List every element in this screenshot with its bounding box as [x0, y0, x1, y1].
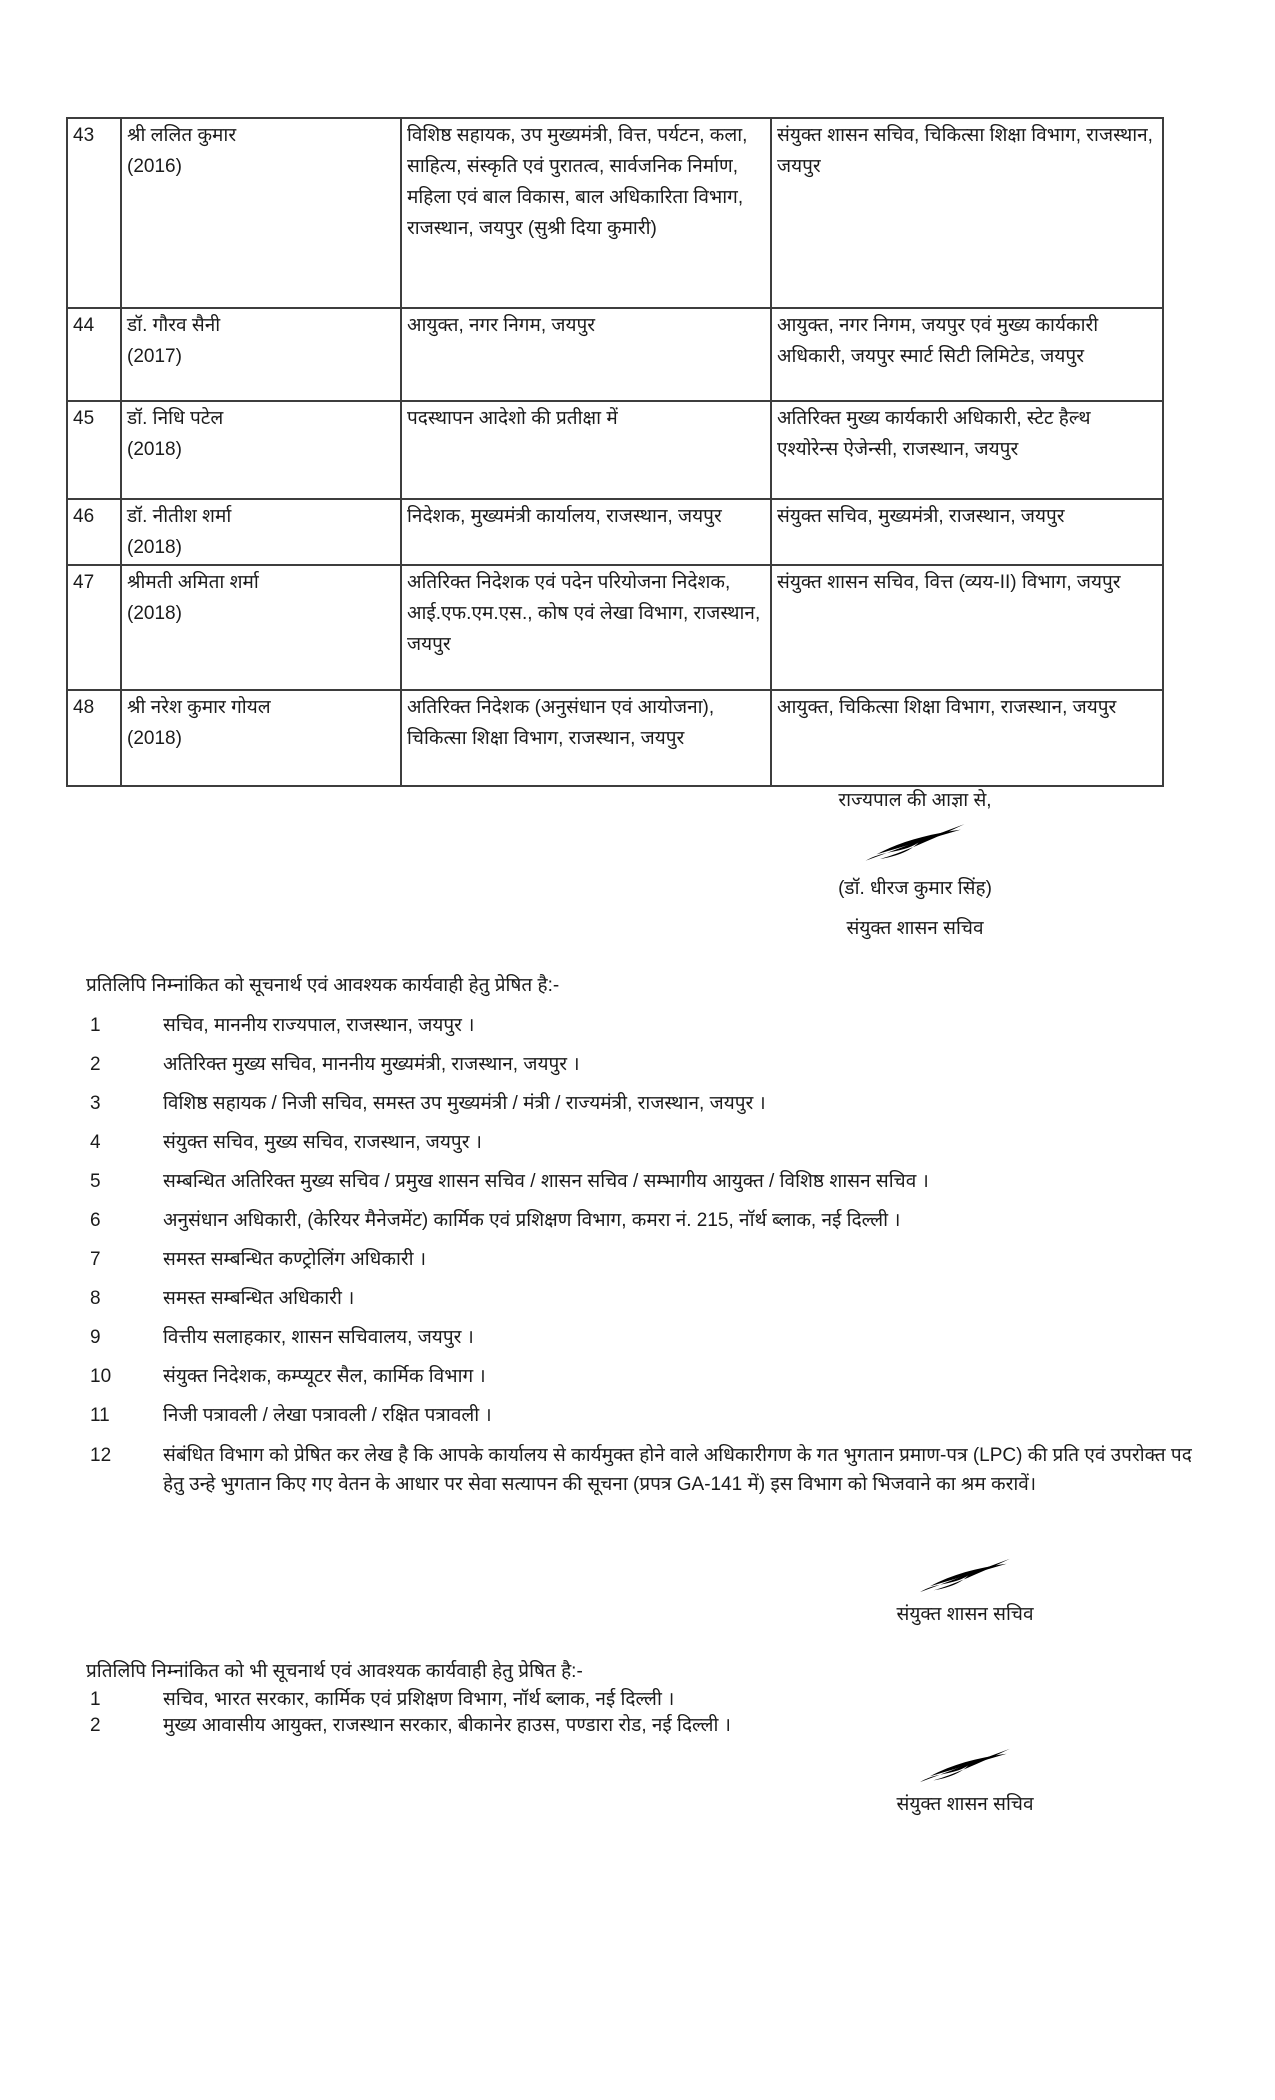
- signature-icon: [915, 1552, 1015, 1598]
- item-number: 2: [90, 1054, 101, 1075]
- signatory-designation: संयुक्त शासन सचिव: [896, 1604, 1034, 1625]
- list-item: [86, 1090, 1210, 1118]
- list-item: [86, 1363, 1210, 1391]
- item-number: 5: [90, 1171, 101, 1192]
- officer-name: श्रीमती अमिता शर्मा: [127, 572, 259, 593]
- signature-block-2: [855, 1552, 1075, 1628]
- cell-new-post: अतिरिक्त मुख्य कार्यकारी अधिकारी, स्टेट हैल्थ एश्योरेन्स ऐजेन्सी, राजस्थान, जयपुर: [771, 401, 1163, 499]
- cell-serial-number: 46: [67, 499, 121, 565]
- item-number: 9: [90, 1327, 101, 1348]
- list-item: [86, 1687, 1210, 1712]
- item-number: 2: [90, 1715, 101, 1736]
- cell-serial-number: 45: [67, 401, 121, 499]
- list-item: [86, 1051, 1210, 1079]
- item-text: संबंधित विभाग को प्रेषित कर लेख है कि आपके कार्यालय से कार्यमुक्त होने वाले अधिकारीगण के गत भुगतान प्रमाण-पत्र (LPC) की प्रति एवं उपरोक्त पद हेतु उन्हे भुगतान किए गए वेतन के आधार पर सेवा सत्यापन की सूचना (प्रपत्र GA-141 में) इस विभाग को भिजवाने का श्रम करावें।: [163, 1445, 1192, 1495]
- item-number: 4: [90, 1132, 101, 1153]
- officer-name: डॉ. गौरव सैनी: [127, 315, 221, 336]
- item-text: अतिरिक्त मुख्य सचिव, माननीय मुख्यमंत्री, राजस्थान, जयपुर ।: [163, 1054, 580, 1075]
- table-row: [67, 118, 1163, 308]
- item-text: समस्त सम्बन्धित अधिकारी ।: [163, 1288, 355, 1309]
- cell-new-post: संयुक्त शासन सचिव, चिकित्सा शिक्षा विभाग, राजस्थान, जयपुर: [771, 118, 1163, 308]
- officer-transfer-table: [66, 117, 1164, 787]
- officer-name: डॉ. नीतीश शर्मा: [127, 506, 232, 527]
- cell-present-post: विशिष्ठ सहायक, उप मुख्यमंत्री, वित्त, पर्यटन, कला, साहित्य, संस्कृति एवं पुरातत्व, सार्वजनिक निर्माण, महिला एवं बाल विकास, बाल अधिकारिता विभाग, राजस्थान, जयपुर (सुश्री दिया कुमारी): [401, 118, 771, 308]
- signature-icon: [860, 816, 970, 868]
- cell-officer-name: [121, 565, 401, 690]
- item-text: निजी पत्रावली / लेखा पत्रावली / रक्षित पत्रावली ।: [163, 1405, 492, 1426]
- list-item: [86, 1713, 1210, 1738]
- copy-distribution-list-2: [86, 1658, 1210, 1739]
- officer-batch-year: (2018): [127, 728, 182, 749]
- item-text: सम्बन्धित अतिरिक्त मुख्य सचिव / प्रमुख शासन सचिव / शासन सचिव / सम्भागीय आयुक्त / विशिष्ठ शासन सचिव ।: [163, 1171, 929, 1192]
- signatory-designation: संयुक्त शासन सचिव: [896, 1794, 1034, 1815]
- officer-batch-year: (2017): [127, 346, 182, 367]
- signature-icon: [915, 1742, 1015, 1788]
- item-number: 1: [90, 1689, 101, 1710]
- item-number: 1: [90, 1015, 101, 1036]
- item-text: अनुसंधान अधिकारी, (केरियर मैनेजमेंट) कार्मिक एवं प्रशिक्षण विभाग, कमरा नं. 215, नॉर्थ ब्लाक, नई दिल्ली ।: [163, 1210, 901, 1231]
- list-header: प्रतिलिपि निम्नांकित को भी सूचनार्थ एवं आवश्यक कार्यवाही हेतु प्रेषित है:-: [86, 1661, 583, 1682]
- list-item: [86, 1168, 1210, 1196]
- item-text: विशिष्ठ सहायक / निजी सचिव, समस्त उप मुख्यमंत्री / मंत्री / राज्यमंत्री, राजस्थान, जयपुर ।: [163, 1093, 766, 1114]
- list-item: [86, 1285, 1210, 1313]
- cell-new-post: आयुक्त, चिकित्सा शिक्षा विभाग, राजस्थान, जयपुर: [771, 690, 1163, 786]
- officer-name: श्री ललित कुमार: [127, 125, 237, 146]
- item-number: 8: [90, 1288, 101, 1309]
- cell-present-post: अतिरिक्त निदेशक (अनुसंधान एवं आयोजना), चिकित्सा शिक्षा विभाग, राजस्थान, जयपुर: [401, 690, 771, 786]
- cell-serial-number: 47: [67, 565, 121, 690]
- officer-batch-year: (2016): [127, 156, 182, 177]
- list-item: [86, 1441, 1210, 1499]
- cell-present-post: आयुक्त, नगर निगम, जयपुर: [401, 308, 771, 401]
- cell-new-post: संयुक्त सचिव, मुख्यमंत्री, राजस्थान, जयपुर: [771, 499, 1163, 565]
- item-text: वित्तीय सलाहकार, शासन सचिवालय, जयपुर ।: [163, 1327, 474, 1348]
- cell-present-post: अतिरिक्त निदेशक एवं पदेन परियोजना निदेशक, आई.एफ.एम.एस., कोष एवं लेखा विभाग, राजस्थान, जयपुर: [401, 565, 771, 690]
- cell-officer-name: [121, 308, 401, 401]
- list-header: प्रतिलिपि निम्नांकित को सूचनार्थ एवं आवश्यक कार्यवाही हेतु प्रेषित है:-: [86, 975, 560, 996]
- signature-block-3: [855, 1742, 1075, 1818]
- table-row: [67, 401, 1163, 499]
- table-row: [67, 499, 1163, 565]
- cell-serial-number: 43: [67, 118, 121, 308]
- cell-officer-name: [121, 401, 401, 499]
- item-text: संयुक्त सचिव, मुख्य सचिव, राजस्थान, जयपुर ।: [163, 1132, 482, 1153]
- item-number: 6: [90, 1210, 101, 1231]
- list-item: [86, 1402, 1210, 1430]
- cell-officer-name: [121, 118, 401, 308]
- list-item: [86, 1012, 1210, 1040]
- table-row: [67, 308, 1163, 401]
- list-item: [86, 1207, 1210, 1235]
- officer-name: डॉ. निधि पटेल: [127, 408, 224, 429]
- item-number: 7: [90, 1249, 101, 1270]
- officer-name: श्री नरेश कुमार गोयल: [127, 697, 271, 718]
- list-item: [86, 1129, 1210, 1157]
- officer-batch-year: (2018): [127, 537, 182, 558]
- cell-new-post: संयुक्त शासन सचिव, वित्त (व्यय-II) विभाग, जयपुर: [771, 565, 1163, 690]
- order-authority-line: राज्यपाल की आज्ञा से,: [838, 790, 992, 811]
- cell-present-post: निदेशक, मुख्यमंत्री कार्यालय, राजस्थान, जयपुर: [401, 499, 771, 565]
- signature-block-main: [775, 788, 1055, 942]
- item-text: सचिव, माननीय राज्यपाल, राजस्थान, जयपुर ।: [163, 1015, 475, 1036]
- table-row: [67, 565, 1163, 690]
- signatory-designation: संयुक्त शासन सचिव: [846, 918, 984, 939]
- cell-officer-name: [121, 499, 401, 565]
- item-number: 12: [90, 1445, 112, 1466]
- list-item: [86, 1246, 1210, 1274]
- table-row: [67, 690, 1163, 786]
- item-number: 11: [90, 1405, 110, 1426]
- cell-serial-number: 44: [67, 308, 121, 401]
- item-text: मुख्य आवासीय आयुक्त, राजस्थान सरकार, बीकानेर हाउस, पण्डारा रोड, नई दिल्ली ।: [163, 1715, 731, 1736]
- cell-new-post: आयुक्त, नगर निगम, जयपुर एवं मुख्य कार्यकारी अधिकारी, जयपुर स्मार्ट सिटी लिमिटेड, जयपुर: [771, 308, 1163, 401]
- copy-distribution-list-1: [86, 972, 1210, 1510]
- item-number: 10: [90, 1366, 112, 1387]
- signatory-name: (डॉ. धीरज कुमार सिंह): [838, 878, 992, 899]
- officer-batch-year: (2018): [127, 603, 182, 624]
- cell-serial-number: 48: [67, 690, 121, 786]
- item-text: संयुक्त निदेशक, कम्प्यूटर सैल, कार्मिक विभाग ।: [163, 1366, 486, 1387]
- item-text: सचिव, भारत सरकार, कार्मिक एवं प्रशिक्षण विभाग, नॉर्थ ब्लाक, नई दिल्ली ।: [163, 1689, 675, 1710]
- item-number: 3: [90, 1093, 101, 1114]
- item-text: समस्त सम्बन्धित कण्ट्रोलिंग अधिकारी ।: [163, 1249, 427, 1270]
- officer-batch-year: (2018): [127, 439, 182, 460]
- cell-officer-name: [121, 690, 401, 786]
- cell-present-post: पदस्थापन आदेशो की प्रतीक्षा में: [401, 401, 771, 499]
- list-item: [86, 1324, 1210, 1352]
